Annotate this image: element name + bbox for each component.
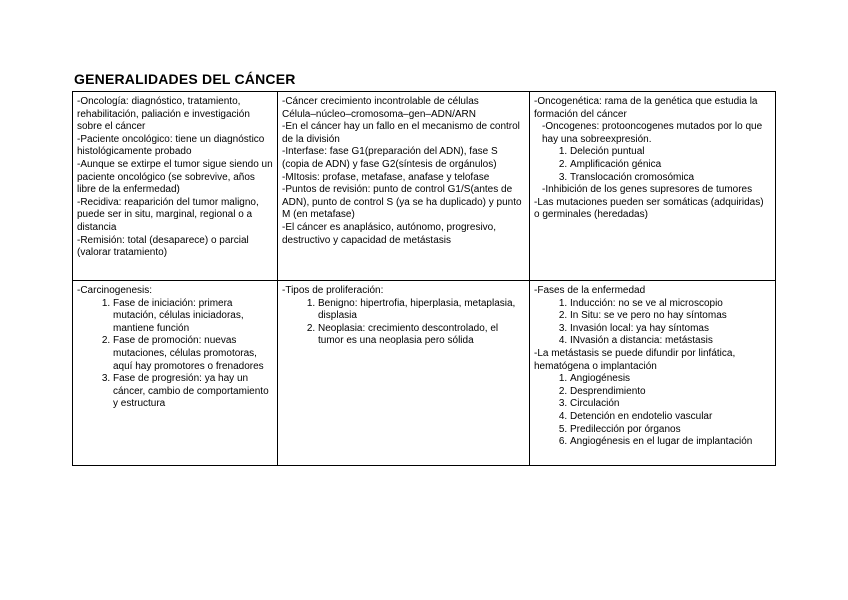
cell-line: -Recidiva: reaparición del tumor maligno, puede ser in situ, marginal, regional o a distancia — [77, 196, 259, 233]
list-item: 1. Fase de iniciación: primera mutación, células iniciadoras, mantiene función — [113, 298, 273, 336]
numbered-list — [77, 298, 273, 411]
numbered-list — [534, 373, 771, 449]
list-item: 1. Deleción puntual — [570, 146, 771, 159]
list-item: 3. Circulación — [570, 398, 771, 411]
list-item: 4. Detención en endotelio vascular — [570, 411, 771, 424]
table-row — [73, 281, 776, 466]
cell-line: -Cáncer crecimiento incontrolable de células — [282, 96, 479, 107]
cell-line: Célula–núcleo–cromosoma–gen–ADN/ARN — [282, 108, 476, 120]
list-item: 1. Angiogénesis — [570, 373, 771, 386]
cell-line: -Oncogenes: protooncogenes mutados por lo que hay una sobreexpresión. — [542, 121, 763, 145]
cell-line: -El cáncer es anaplásico, autónomo, progresivo, destructivo y capacidad de metástasis — [282, 221, 497, 246]
list-item: 1. Benigno: hipertrofia, hiperplasia, metaplasia, displasia — [318, 298, 525, 323]
cell-line: -Carcinogenesis: — [77, 285, 153, 296]
content-table — [72, 91, 776, 466]
cell-line: -Tipos de proliferación: — [282, 285, 384, 296]
numbered-list — [282, 298, 525, 348]
cell-oncologia — [73, 92, 278, 281]
list-item: 6. Angiogénesis en el lugar de implantación — [570, 436, 771, 449]
list-item: 1. Inducción: no se ve al microscopio — [570, 298, 771, 311]
cell-carcinogenesis — [73, 281, 278, 466]
page-title: GENERALIDADES DEL CÁNCER — [74, 71, 296, 87]
cell-line: -La metástasis se puede difundir por linfática, hematógena o implantación — [534, 347, 736, 372]
cell-line: -Las mutaciones pueden ser somáticas (adquiridas) o germinales (heredadas) — [534, 196, 764, 221]
cell-line: -Paciente oncológico: tiene un diagnóstico histológicamente probado — [77, 133, 265, 158]
list-item: 5. Predilección por órganos — [570, 424, 771, 437]
cell-line: -Oncogenética: rama de la genética que estudia la formación del cáncer — [534, 96, 758, 120]
cell-line: -Puntos de revisión: punto de control G1/S(antes de ADN), punto de control S (ya se ha duplicado) y punto M (en metafase) — [282, 184, 522, 221]
cell-line: -MItosis: profase, metafase, anafase y telofase — [282, 171, 490, 183]
cell-line: -Remisión: total (desaparece) o parcial (valorar tratamiento) — [77, 234, 249, 259]
numbered-list — [534, 298, 771, 348]
numbered-list — [534, 146, 771, 184]
cell-cancer-crecimiento — [278, 92, 530, 281]
list-item: 2. Amplificación génica — [570, 159, 771, 172]
cell-line: -Aunque se extirpe el tumor sigue siendo un paciente oncológico (se sobrevive, años libre de la enfermedad) — [77, 158, 273, 196]
list-item: 2. Neoplasia: crecimiento descontrolado, el tumor es una neoplasia pero sólida — [318, 323, 525, 348]
table-row — [73, 92, 776, 281]
cell-line: -Interfase: fase G1(preparación del ADN), fase S (copia de ADN) y fase G2(síntesis de orgánulos) — [282, 146, 498, 170]
cell-oncogenetica — [530, 92, 776, 281]
list-item: 3. Invasión local: ya hay síntomas — [570, 323, 771, 336]
list-item: 2. In Situ: se ve pero no hay síntomas — [570, 310, 771, 323]
cell-line: -En el cáncer hay un fallo en el mecanismo de control de la división — [282, 121, 520, 145]
list-item: 3. Translocación cromosómica — [570, 172, 771, 185]
cell-fases-enfermedad — [530, 281, 776, 466]
cell-line: -Oncología: diagnóstico, tratamiento, rehabilitación, paliación e investigación sobre el cáncer — [77, 96, 250, 133]
cell-tipos-proliferacion — [278, 281, 530, 466]
cell-line: -Inhibición de los genes supresores de tumores — [542, 184, 753, 196]
list-item: 2. Fase de promoción: nuevas mutaciones, células promotoras, aquí hay promotores o frenadores — [113, 335, 273, 373]
cell-line: -Fases de la enfermedad — [534, 285, 646, 296]
list-item: 3. Fase de progresión: ya hay un cáncer, cambio de comportamiento y estructura — [113, 373, 273, 411]
list-item: 2. Desprendimiento — [570, 386, 771, 399]
list-item: 4. INvasión a distancia: metástasis — [570, 335, 771, 348]
